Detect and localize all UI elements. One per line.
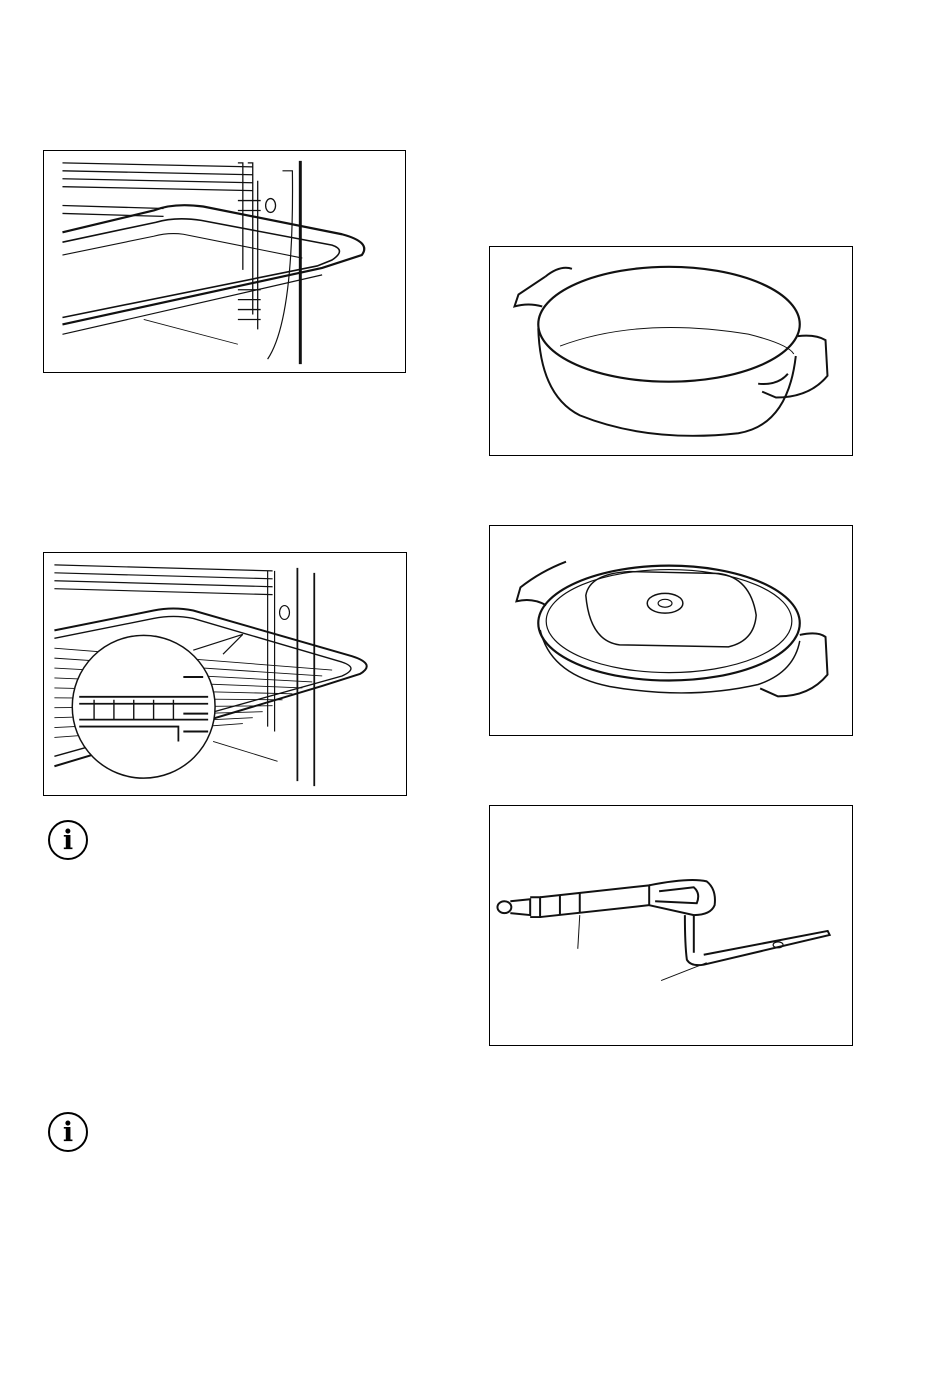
info-icon: [48, 820, 88, 860]
info-icon-glyph: i: [62, 824, 74, 856]
covered-dish-illustration: [490, 526, 852, 735]
info-icon: [48, 1112, 88, 1152]
tray-insertion-illustration: [44, 151, 405, 372]
wire-shelf-illustration: [44, 553, 406, 795]
figure-wire-shelf-insertion: [43, 552, 407, 796]
roasting-dish-illustration: [490, 247, 852, 455]
figure-meat-probe: [489, 805, 853, 1046]
figure-covered-dish: [489, 525, 853, 736]
meat-probe-illustration: [490, 806, 852, 1045]
info-icon-glyph: i: [62, 1116, 74, 1148]
figure-tray-insertion: [43, 150, 406, 373]
figure-roasting-dish: [489, 246, 853, 456]
